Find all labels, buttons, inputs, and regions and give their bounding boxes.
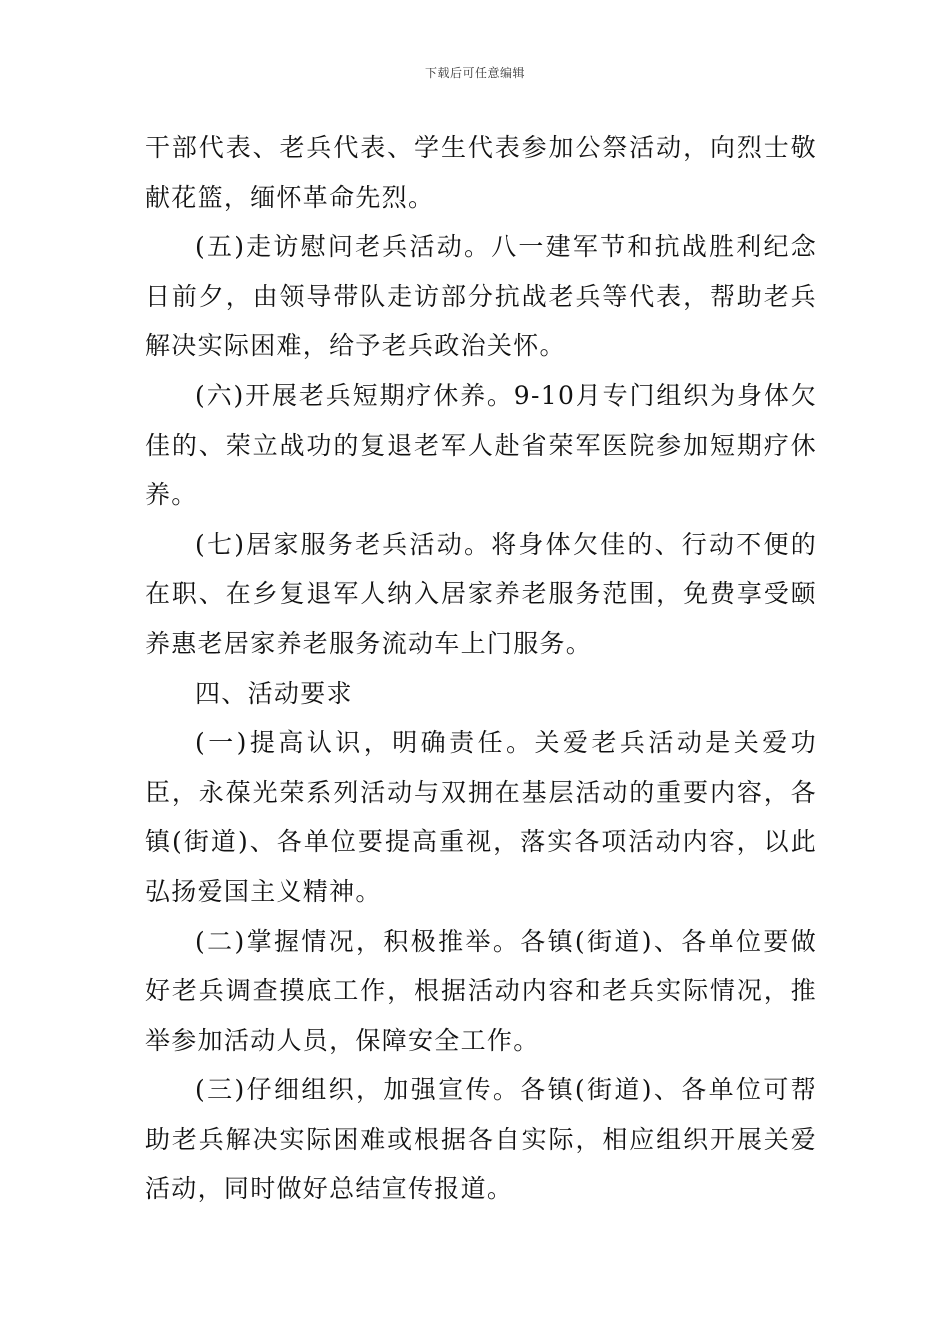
- document-body: [145, 123, 817, 1214]
- paragraph-requirement-2: (二)掌握情况，积极推举。各镇(街道)、各单位要做好老兵调查摸底工作，根据活动内容和老兵实际情况，推举参加活动人员，保障安全工作。: [145, 926, 817, 1055]
- paragraph-continuation: 干部代表、老兵代表、学生代表参加公祭活动，向烈士敬献花篮，缅怀革命先烈。: [145, 133, 817, 212]
- paragraph-item-5: (五)走访慰问老兵活动。八一建军节和抗战胜利纪念日前夕，由领导带队走访部分抗战老兵等代表，帮助老兵解决实际困难，给予老兵政治关怀。: [145, 232, 817, 361]
- paragraph-requirement-3: (三)仔细组织，加强宣传。各镇(街道)、各单位可帮助老兵解决实际困难或根据各自实际，相应组织开展关爱活动，同时做好总结宣传报道。: [145, 1075, 817, 1204]
- section-heading-requirements: 四、活动要求: [195, 678, 353, 708]
- paragraph-item-6: (六)开展老兵短期疗休养。9-10月专门组织为身体欠佳的、荣立战功的复退老军人赴省荣军医院参加短期疗休养。: [145, 380, 817, 510]
- header-note: 下载后可任意编辑: [424, 66, 525, 80]
- paragraph-requirement-1: (一)提高认识，明确责任。关爱老兵活动是关爱功臣，永葆光荣系列活动与双拥在基层活动的重要内容，各镇(街道)、各单位要提高重视，落实各项活动内容，以此弘扬爱国主义精神。: [145, 728, 817, 906]
- paragraph-item-7: (七)居家服务老兵活动。将身体欠佳的、行动不便的在职、在乡复退军人纳入居家养老服务范围，免费享受颐养惠老居家养老服务流动车上门服务。: [145, 529, 817, 658]
